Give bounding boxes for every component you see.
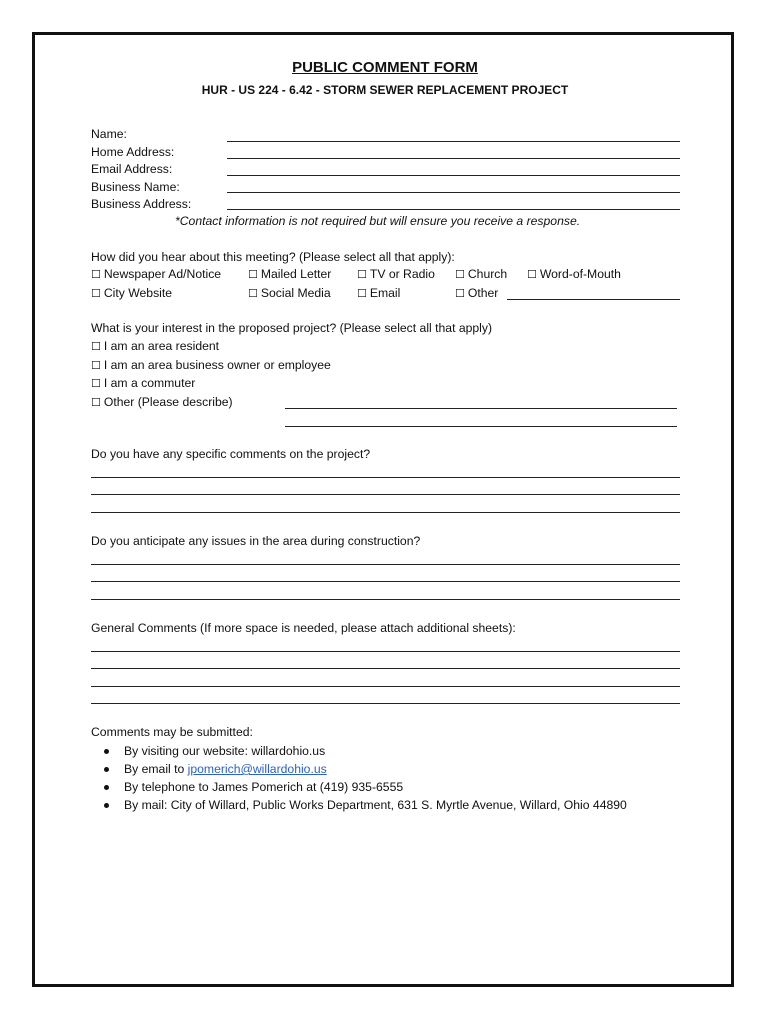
checkbox-icon[interactable]: ☐	[91, 359, 101, 372]
option-word-of-mouth[interactable]: ☐ Word-of-Mouth	[527, 267, 621, 281]
checkbox-icon[interactable]: ☐	[91, 377, 101, 390]
business-address-field[interactable]	[227, 209, 680, 210]
issues-line-3[interactable]	[91, 599, 680, 600]
issues-line-1[interactable]	[91, 564, 680, 565]
option-church[interactable]: ☐ Church	[455, 267, 508, 281]
interest-other[interactable]: ☐ Other (Please describe)	[91, 395, 233, 409]
general-comments-line-2[interactable]	[91, 668, 680, 669]
general-comments-question: General Comments (If more space is needed, please attach additional sheets):	[91, 621, 516, 635]
issues-line-2[interactable]	[91, 581, 680, 582]
email-link[interactable]: jpomerich@willardohio.us	[187, 762, 327, 776]
bullet-icon	[104, 767, 109, 772]
checkbox-icon[interactable]: ☐	[527, 268, 537, 281]
business-name-field[interactable]	[227, 192, 680, 193]
issues-question: Do you anticipate any issues in the area during construction?	[91, 534, 421, 548]
email-label: Email Address:	[91, 162, 173, 176]
bullet-icon	[104, 785, 109, 790]
interest-business[interactable]: ☐ I am an area business owner or employee	[91, 358, 331, 372]
checkbox-icon[interactable]: ☐	[357, 268, 367, 281]
interest-commuter[interactable]: ☐ I am a commuter	[91, 376, 196, 390]
option-other[interactable]: ☐ Other	[455, 286, 499, 300]
form-title: PUBLIC COMMENT FORM	[292, 59, 478, 76]
checkbox-icon[interactable]: ☐	[455, 287, 465, 300]
other-source-field[interactable]	[507, 299, 680, 300]
hear-question: How did you hear about this meeting? (Please select all that apply):	[91, 250, 455, 264]
checkbox-icon[interactable]: ☐	[357, 287, 367, 300]
general-comments-line-3[interactable]	[91, 686, 680, 687]
option-social-media[interactable]: ☐ Social Media	[248, 286, 331, 300]
business-address-label: Business Address:	[91, 197, 192, 211]
checkbox-icon[interactable]: ☐	[91, 287, 101, 300]
general-comments-line-1[interactable]	[91, 651, 680, 652]
name-label: Name:	[91, 127, 127, 141]
business-name-label: Business Name:	[91, 180, 180, 194]
option-tv-radio[interactable]: ☐ TV or Radio	[357, 267, 435, 281]
checkbox-icon[interactable]: ☐	[248, 287, 258, 300]
home-address-label: Home Address:	[91, 145, 175, 159]
name-field[interactable]	[227, 141, 680, 142]
form-subtitle: HUR - US 224 - 6.42 - STORM SEWER REPLACEMENT PROJECT	[201, 83, 569, 97]
interest-other-line-1[interactable]	[285, 408, 677, 409]
option-mailed-letter[interactable]: ☐ Mailed Letter	[248, 267, 332, 281]
submission-telephone: By telephone to James Pomerich at (419) 935-6555	[124, 780, 404, 794]
option-city-website[interactable]: ☐ City Website	[91, 286, 173, 300]
contact-note: *Contact information is not required but will ensure you receive a response.	[175, 214, 581, 228]
checkbox-icon[interactable]: ☐	[91, 396, 101, 409]
bullet-icon	[104, 803, 109, 808]
submission-website: By visiting our website: willardohio.us	[124, 744, 326, 758]
submission-email: By email to jpomerich@willardohio.us	[124, 762, 327, 776]
checkbox-icon[interactable]: ☐	[91, 268, 101, 281]
checkbox-icon[interactable]: ☐	[455, 268, 465, 281]
specific-comments-line-3[interactable]	[91, 512, 680, 513]
bullet-icon	[104, 749, 109, 754]
submission-heading: Comments may be submitted:	[91, 725, 253, 739]
specific-comments-line-2[interactable]	[91, 494, 680, 495]
email-field[interactable]	[227, 175, 680, 176]
specific-comments-question: Do you have any specific comments on the project?	[91, 447, 371, 461]
submission-mail: By mail: City of Willard, Public Works Department, 631 S. Myrtle Avenue, Willard, Ohio 44890	[124, 798, 627, 812]
option-newspaper[interactable]: ☐ Newspaper Ad/Notice	[91, 267, 222, 281]
home-address-field[interactable]	[227, 158, 680, 159]
specific-comments-line-1[interactable]	[91, 477, 680, 478]
general-comments-line-4[interactable]	[91, 703, 680, 704]
option-email[interactable]: ☐ Email	[357, 286, 401, 300]
checkbox-icon[interactable]: ☐	[91, 340, 101, 353]
interest-question: What is your interest in the proposed project? (Please select all that apply)	[91, 321, 493, 335]
interest-resident[interactable]: ☐ I am an area resident	[91, 339, 220, 353]
checkbox-icon[interactable]: ☐	[248, 268, 258, 281]
interest-other-line-2[interactable]	[285, 426, 677, 427]
